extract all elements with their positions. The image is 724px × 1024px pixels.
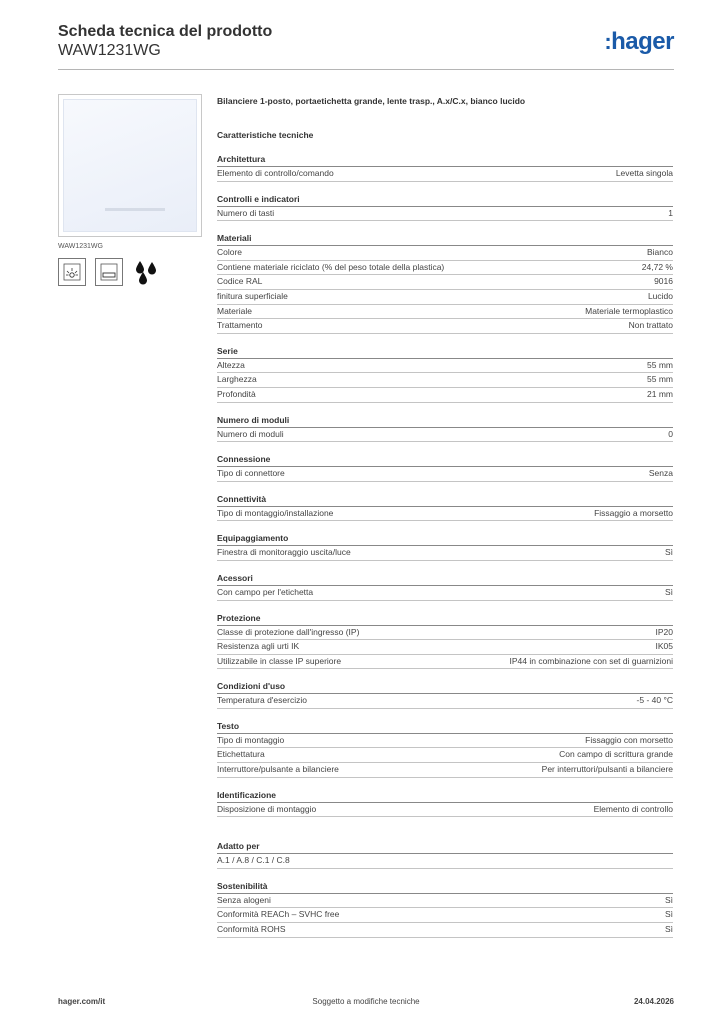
- spec-label: Interruttore/pulsante a bilanciere: [217, 764, 339, 775]
- spec-value: 55 mm: [647, 374, 673, 385]
- page-subtitle: WAW1231WG: [58, 42, 161, 59]
- section-title: Testo: [217, 721, 673, 734]
- spec-value: Sì: [664, 547, 673, 558]
- light-indicator-icon: [58, 258, 86, 286]
- spec-label: Tipo di montaggio: [217, 734, 285, 745]
- footer-date: 24.04.2026: [633, 997, 674, 1006]
- section-title: Identificazione: [217, 790, 673, 803]
- spec-section: [217, 533, 673, 561]
- spec-row: [217, 546, 673, 561]
- spec-value: IK05: [655, 641, 673, 652]
- section-title: Sostenibilità: [217, 881, 673, 894]
- product-image[interactable]: [63, 99, 197, 232]
- spec-value: Fissaggio con morsetto: [585, 734, 673, 745]
- spec-row: [217, 261, 673, 276]
- spec-label: Trattamento: [217, 320, 263, 331]
- spec-value: IP20: [655, 626, 673, 637]
- product-code: WAW1231WG: [58, 243, 103, 250]
- spec-row: [217, 167, 673, 182]
- spec-section: [217, 613, 673, 670]
- spec-row: [217, 655, 673, 670]
- spec-label: Etichettatura: [217, 749, 265, 760]
- spec-row: [217, 803, 673, 818]
- spec-label: Numero di tasti: [217, 207, 275, 218]
- spec-row: [217, 319, 673, 334]
- spec-section: [217, 454, 673, 482]
- spec-value: IP44 in combinazione con set di guarnizioni: [509, 655, 673, 666]
- spec-row: [217, 923, 673, 938]
- section-title: Adatto per: [217, 841, 673, 854]
- spec-label: finitura superficiale: [217, 290, 288, 301]
- spec-row: [217, 207, 673, 222]
- spec-section: [217, 573, 673, 601]
- spec-row: [217, 586, 673, 601]
- spec-label: Conformità REACh – SVHC free: [217, 909, 340, 920]
- section-title: Connettività: [217, 494, 673, 507]
- spec-label: Resistenza agli urti IK: [217, 641, 300, 652]
- spec-label: Elemento di controllo/comando: [217, 168, 334, 178]
- spec-row: [217, 626, 673, 641]
- spec-row: [217, 373, 673, 388]
- product-panel: [58, 94, 203, 286]
- spec-value: Lucido: [647, 290, 673, 301]
- spec-row: [217, 467, 673, 482]
- page-title: Scheda tecnica del prodotto: [58, 23, 273, 40]
- spec-label: Profondità: [217, 388, 256, 399]
- spec-section: [217, 790, 673, 818]
- spec-row: [217, 246, 673, 261]
- spec-value: Levetta singola: [615, 168, 673, 178]
- spec-label: Larghezza: [217, 374, 257, 385]
- spec-value: Elemento di controllo: [593, 803, 673, 814]
- product-image-frame: [58, 94, 202, 237]
- spec-value: Sì: [664, 894, 673, 905]
- spec-section: [217, 415, 673, 443]
- spec-row: [217, 854, 673, 869]
- spec-row: [217, 275, 673, 290]
- spec-label: Contiene materiale riciclato (% del peso totale della plastica): [217, 261, 445, 272]
- spec-label: Colore: [217, 247, 243, 258]
- spec-row: [217, 908, 673, 923]
- spec-label: Finestra di monitoraggio uscita/luce: [217, 547, 351, 558]
- spec-row: [217, 694, 673, 709]
- spec-value: 1: [668, 207, 673, 218]
- spec-value: Per interruttori/pulsanti a bilanciere: [541, 764, 673, 775]
- spec-value: Senza: [648, 468, 673, 479]
- spec-row: [217, 507, 673, 522]
- spec-row: [217, 748, 673, 763]
- spec-label: Codice RAL: [217, 276, 263, 287]
- spec-value: Sì: [664, 586, 673, 597]
- spec-row: [217, 734, 673, 749]
- spec-value: 55 mm: [647, 359, 673, 370]
- spec-value: Sì: [664, 924, 673, 935]
- tech-specs-heading: Caratteristiche tecniche: [217, 130, 314, 140]
- spec-row: [217, 359, 673, 374]
- spec-value: Non trattato: [628, 320, 673, 331]
- spec-section: [217, 346, 673, 403]
- spec-value: 24,72 %: [641, 261, 673, 272]
- spec-sections: [217, 154, 673, 938]
- spec-label: Classe di protezione dall'ingresso (IP): [217, 626, 360, 637]
- spec-label: Numero di moduli: [217, 428, 284, 439]
- spec-row: [217, 428, 673, 443]
- page-header: [58, 22, 674, 60]
- spec-value: Bianco: [647, 247, 673, 258]
- spec-panel: [217, 95, 673, 938]
- product-label-slot: [105, 208, 165, 211]
- spec-label: A.1 / A.8 / C.1 / C.8: [217, 855, 290, 866]
- spec-label: Altezza: [217, 359, 245, 370]
- spec-row: [217, 305, 673, 320]
- spec-value: -5 - 40 °C: [636, 695, 673, 706]
- spec-label: Temperatura d'esercizio: [217, 695, 307, 706]
- spec-section: [217, 681, 673, 709]
- spec-value: Sì: [664, 909, 673, 920]
- section-title: Acessori: [217, 573, 673, 586]
- section-title: Numero di moduli: [217, 415, 673, 428]
- footer-website-link[interactable]: hager.com/it: [58, 997, 106, 1006]
- spec-value: Con campo di scrittura grande: [559, 749, 673, 760]
- product-description: Bilanciere 1-posto, portaetichetta grande, lente trasp., A.x/C.x, bianco lucido: [217, 96, 526, 106]
- spec-row: [217, 894, 673, 909]
- spec-label: Con campo per l'etichetta: [217, 586, 314, 597]
- feature-icons: [58, 258, 203, 286]
- spec-section: [217, 841, 673, 869]
- spec-value: 21 mm: [647, 388, 673, 399]
- spec-label: Tipo di montaggio/installazione: [217, 507, 334, 518]
- section-title: Controlli e indicatori: [217, 194, 673, 207]
- spec-row: [217, 388, 673, 403]
- spec-label: Utilizzabile in classe IP superiore: [217, 655, 342, 666]
- section-title: Materiali: [217, 233, 673, 246]
- spec-value: 9016: [654, 276, 673, 287]
- spec-section: [217, 494, 673, 522]
- section-title: Serie: [217, 346, 673, 359]
- hager-logo[interactable]: :hager: [604, 28, 674, 55]
- section-title: Protezione: [217, 613, 673, 626]
- section-title: Equipaggiamento: [217, 533, 673, 546]
- spec-section: [217, 154, 673, 182]
- spec-label: Conformità ROHS: [217, 924, 286, 935]
- spec-section: [217, 881, 673, 938]
- spec-value: 0: [668, 428, 673, 439]
- section-title: Architettura: [217, 154, 673, 167]
- spec-section: [217, 721, 673, 778]
- spec-value: Materiale termoplastico: [585, 305, 673, 316]
- label-holder-icon: [95, 258, 123, 286]
- section-title: Condizioni d'uso: [217, 681, 673, 694]
- footer-note: Soggetto a modifiche tecniche: [312, 997, 420, 1006]
- water-drops-icon: [132, 258, 160, 286]
- spec-section: [217, 233, 673, 334]
- spec-label: Materiale: [217, 305, 252, 316]
- spec-section: [217, 194, 673, 222]
- section-title: Connessione: [217, 454, 673, 467]
- spec-row: [217, 763, 673, 778]
- spec-label: Tipo di connettore: [217, 468, 285, 479]
- spec-row: [217, 290, 673, 305]
- spec-row: [217, 640, 673, 655]
- spec-label: Disposizione di montaggio: [217, 803, 317, 814]
- spec-value: Fissaggio a morsetto: [594, 507, 673, 518]
- spec-label: Senza alogeni: [217, 894, 271, 905]
- header-divider: [58, 69, 674, 70]
